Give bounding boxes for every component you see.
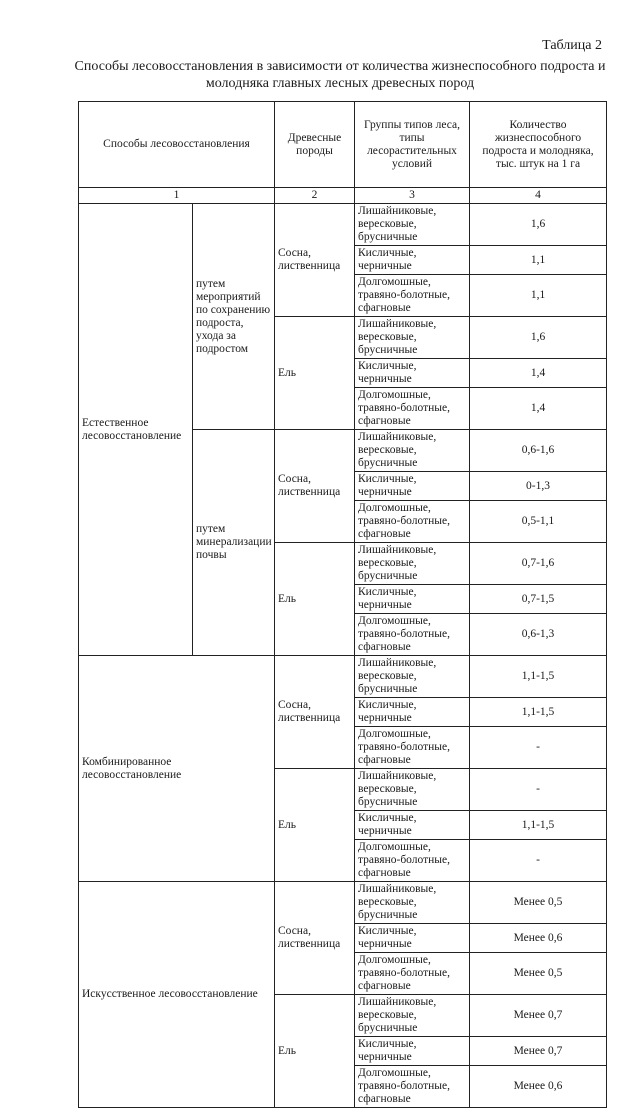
forest-type: Долгомошные, травяно-болотные, сфагновые — [355, 501, 470, 543]
value-cell: 0,6-1,3 — [470, 614, 607, 656]
table-row — [79, 656, 607, 698]
forest-type: Долгомошные, травяно-болотные, сфагновые — [355, 953, 470, 995]
value-cell: 1,1 — [470, 246, 607, 275]
forest-type: Кисличные, черничные — [355, 246, 470, 275]
value-cell: 1,1-1,5 — [470, 656, 607, 698]
col-number-3: 3 — [355, 188, 470, 204]
forest-type: Долгомошные, травяно-болотные, сфагновые — [355, 1066, 470, 1108]
value-cell: - — [470, 769, 607, 811]
species-spruce: Ель — [275, 769, 355, 882]
header-row — [79, 102, 607, 188]
title-line-1: Способы лесовосстановления в зависимости от количества жизнеспособного подроста и — [74, 59, 606, 74]
method-natural: Естественное лесовосстановление — [79, 204, 193, 656]
value-cell: 1,6 — [470, 317, 607, 359]
value-cell: 0,5-1,1 — [470, 501, 607, 543]
value-cell: 1,4 — [470, 359, 607, 388]
forest-type: Кисличные, черничные — [355, 585, 470, 614]
species-pine: Сосна, лиственница — [275, 882, 355, 995]
value-cell: Менее 0,6 — [470, 1066, 607, 1108]
forest-type: Кисличные, черничные — [355, 359, 470, 388]
value-cell: Менее 0,7 — [470, 1037, 607, 1066]
col-number-2: 2 — [275, 188, 355, 204]
forest-type: Долгомошные, травяно-болотные, сфагновые — [355, 840, 470, 882]
table-label: Таблица 2 — [542, 38, 602, 53]
value-cell: 0-1,3 — [470, 472, 607, 501]
forest-type: Лишайниковые, вересковые, брусничные — [355, 656, 470, 698]
forest-type: Долгомошные, травяно-болотные, сфагновые — [355, 388, 470, 430]
value-cell: Менее 0,5 — [470, 882, 607, 924]
value-cell: 0,6-1,6 — [470, 430, 607, 472]
forest-type: Кисличные, черничные — [355, 811, 470, 840]
species-spruce: Ель — [275, 995, 355, 1108]
header-quantity: Количество жизнеспособного подроста и молодняка, тыс. штук на 1 га — [470, 102, 607, 188]
forest-type: Долгомошные, травяно-болотные, сфагновые — [355, 275, 470, 317]
forest-type: Долгомошные, травяно-болотные, сфагновые — [355, 727, 470, 769]
column-number-row — [79, 188, 607, 204]
species-spruce: Ель — [275, 317, 355, 430]
header-methods: Способы лесовосстановления — [79, 102, 275, 188]
col-number-1: 1 — [79, 188, 275, 204]
forest-type: Лишайниковые, вересковые, брусничные — [355, 543, 470, 585]
value-cell: - — [470, 727, 607, 769]
submethod-preserve: путем мероприятий по сохранению подроста, ухода за подростом — [193, 204, 275, 430]
species-pine: Сосна, лиственница — [275, 204, 355, 317]
header-forest-types: Группы типов леса, типы лесорастительных условий — [355, 102, 470, 188]
value-cell: 1,1-1,5 — [470, 811, 607, 840]
forest-type: Лишайниковые, вересковые, брусничные — [355, 430, 470, 472]
table-row — [79, 204, 607, 246]
forest-type: Долгомошные, травяно-болотные, сфагновые — [355, 614, 470, 656]
method-artificial: Искусственное лесовосстановление — [79, 882, 275, 1108]
value-cell: 1,1 — [470, 275, 607, 317]
forest-type: Кисличные, черничные — [355, 472, 470, 501]
reforestation-table — [78, 101, 607, 1108]
table-row — [79, 882, 607, 924]
value-cell: 1,1-1,5 — [470, 698, 607, 727]
value-cell: 0,7-1,6 — [470, 543, 607, 585]
value-cell: 1,6 — [470, 204, 607, 246]
forest-type: Лишайниковые, вересковые, брусничные — [355, 995, 470, 1037]
col-number-4: 4 — [470, 188, 607, 204]
method-combined: Комбинированное лесовосстановление — [79, 656, 275, 882]
value-cell: Менее 0,6 — [470, 924, 607, 953]
value-cell: - — [470, 840, 607, 882]
table-title — [60, 58, 620, 92]
value-cell: 0,7-1,5 — [470, 585, 607, 614]
forest-type: Лишайниковые, вересковые, брусничные — [355, 769, 470, 811]
species-pine: Сосна, лиственница — [275, 430, 355, 543]
forest-type: Кисличные, черничные — [355, 1037, 470, 1066]
value-cell: 1,4 — [470, 388, 607, 430]
header-species: Древесные породы — [275, 102, 355, 188]
forest-type: Лишайниковые, вересковые, брусничные — [355, 204, 470, 246]
submethod-mineralize: путем минерализации почвы — [193, 430, 275, 656]
species-spruce: Ель — [275, 543, 355, 656]
forest-type: Лишайниковые, вересковые, брусничные — [355, 317, 470, 359]
forest-type: Кисличные, черничные — [355, 924, 470, 953]
species-pine: Сосна, лиственница — [275, 656, 355, 769]
value-cell: Менее 0,5 — [470, 953, 607, 995]
forest-type: Кисличные, черничные — [355, 698, 470, 727]
title-line-2: молодняка главных лесных древесных пород — [205, 76, 475, 91]
value-cell: Менее 0,7 — [470, 995, 607, 1037]
forest-type: Лишайниковые, вересковые, брусничные — [355, 882, 470, 924]
